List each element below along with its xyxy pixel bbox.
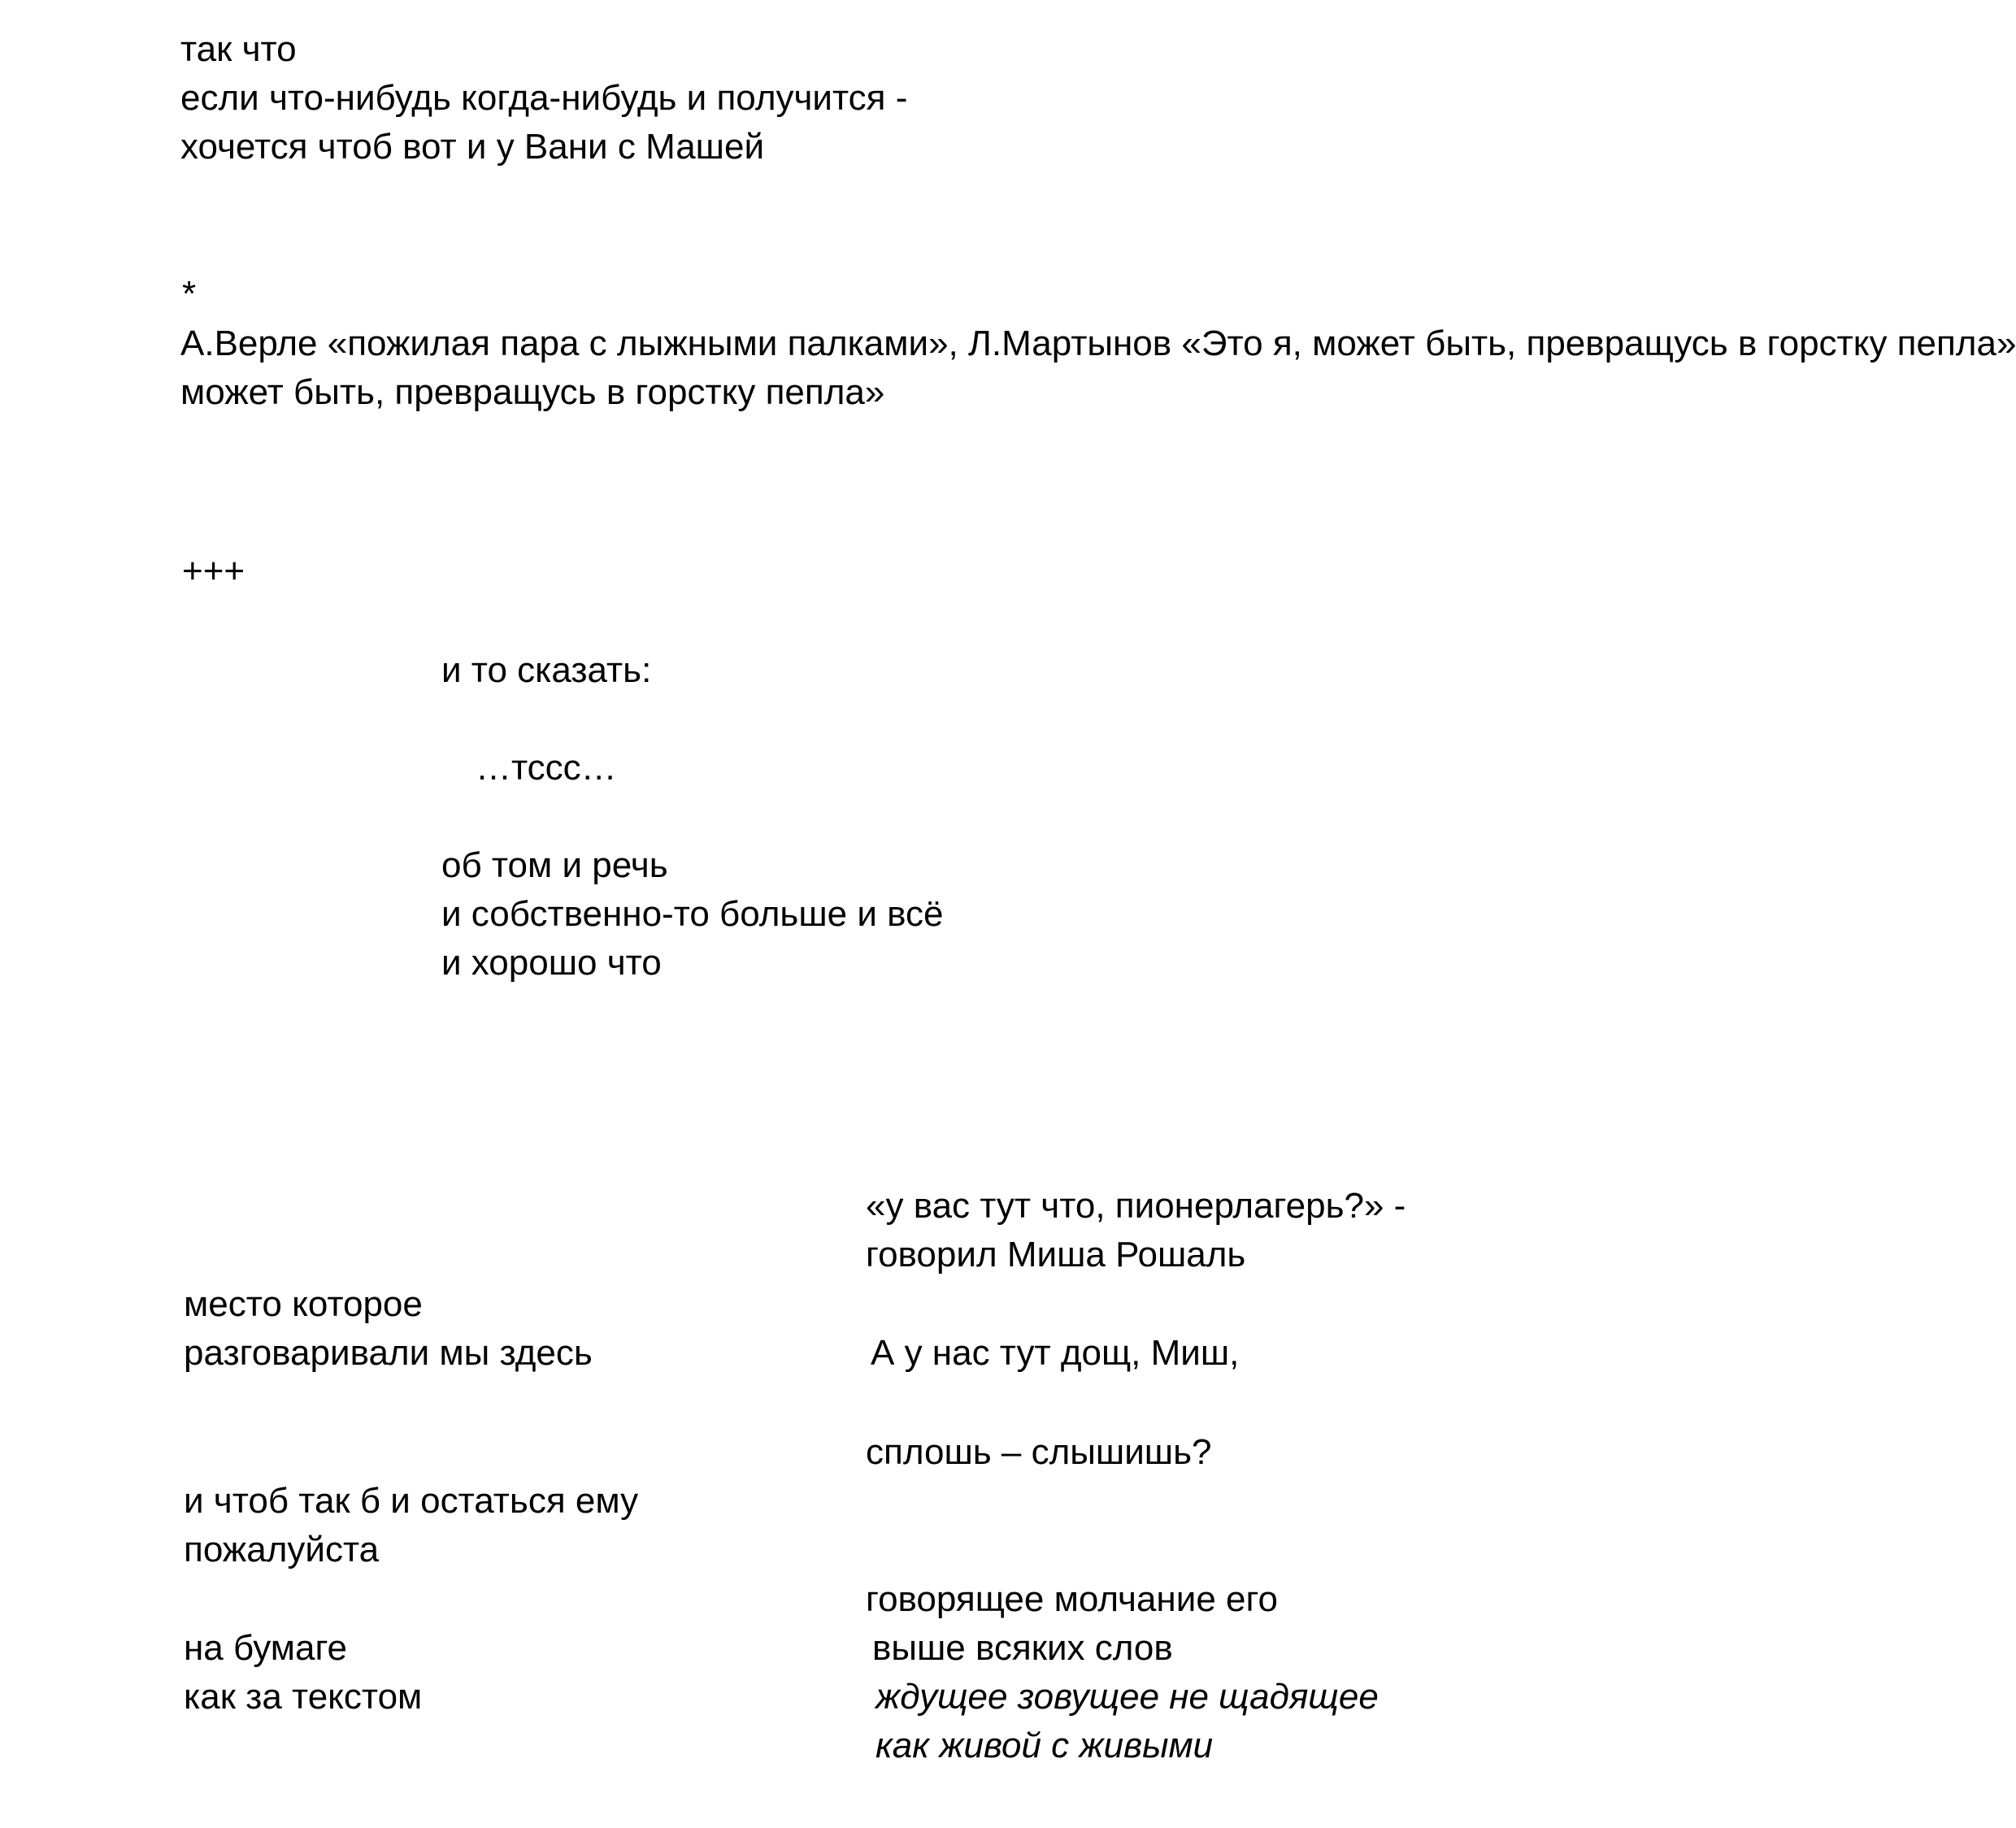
poem-line: …тссс… (476, 748, 617, 788)
poem-line: так что (180, 29, 297, 69)
left-column-line: пожалуйста (184, 1530, 380, 1570)
right-column-line: говорил Миша Рошаль (866, 1235, 1246, 1274)
poem-line: об том и речь (441, 845, 668, 885)
poem-line: хочется чтоб вот и у Вани с Машей (180, 127, 765, 167)
right-column-line: выше всяких слов (872, 1628, 1173, 1668)
right-column-line: А у нас тут дощ, Миш, (871, 1333, 1240, 1373)
citation-line: А.Верле «пожилая пара с лыжными палками», Л.Мартынов «Это я, может быть, превращусь в горстку пепла» (180, 323, 2016, 363)
section-marker: * (182, 274, 197, 314)
poem-line: и то сказать: (441, 650, 652, 690)
left-column-line: место которое (184, 1284, 423, 1324)
right-column-line-italic: ждущее зовущее не щадящее (875, 1677, 1379, 1717)
left-column-line: как за текстом (184, 1677, 423, 1717)
right-column-line-italic: как живой с живыми (875, 1726, 1214, 1765)
left-column-line: на бумаге (184, 1628, 348, 1668)
citation-line: может быть, превращусь в горстку пепла» (180, 372, 885, 412)
poem-line: если что-нибудь когда-нибудь и получится - (180, 78, 908, 118)
poem-line: и собственно-то больше и всё (441, 894, 944, 934)
left-column-line: разговаривали мы здесь (184, 1333, 593, 1373)
right-column-line: говорящее молчание его (866, 1579, 1279, 1619)
left-column-line: и чтоб так б и остаться ему (184, 1481, 639, 1521)
poem-line: и хорошо что (441, 943, 662, 983)
right-column-line: сплошь – слышишь? (866, 1432, 1212, 1472)
right-column-line: «у вас тут что, пионерлагерь?» - (866, 1186, 1406, 1226)
section-marker: +++ (182, 551, 245, 591)
